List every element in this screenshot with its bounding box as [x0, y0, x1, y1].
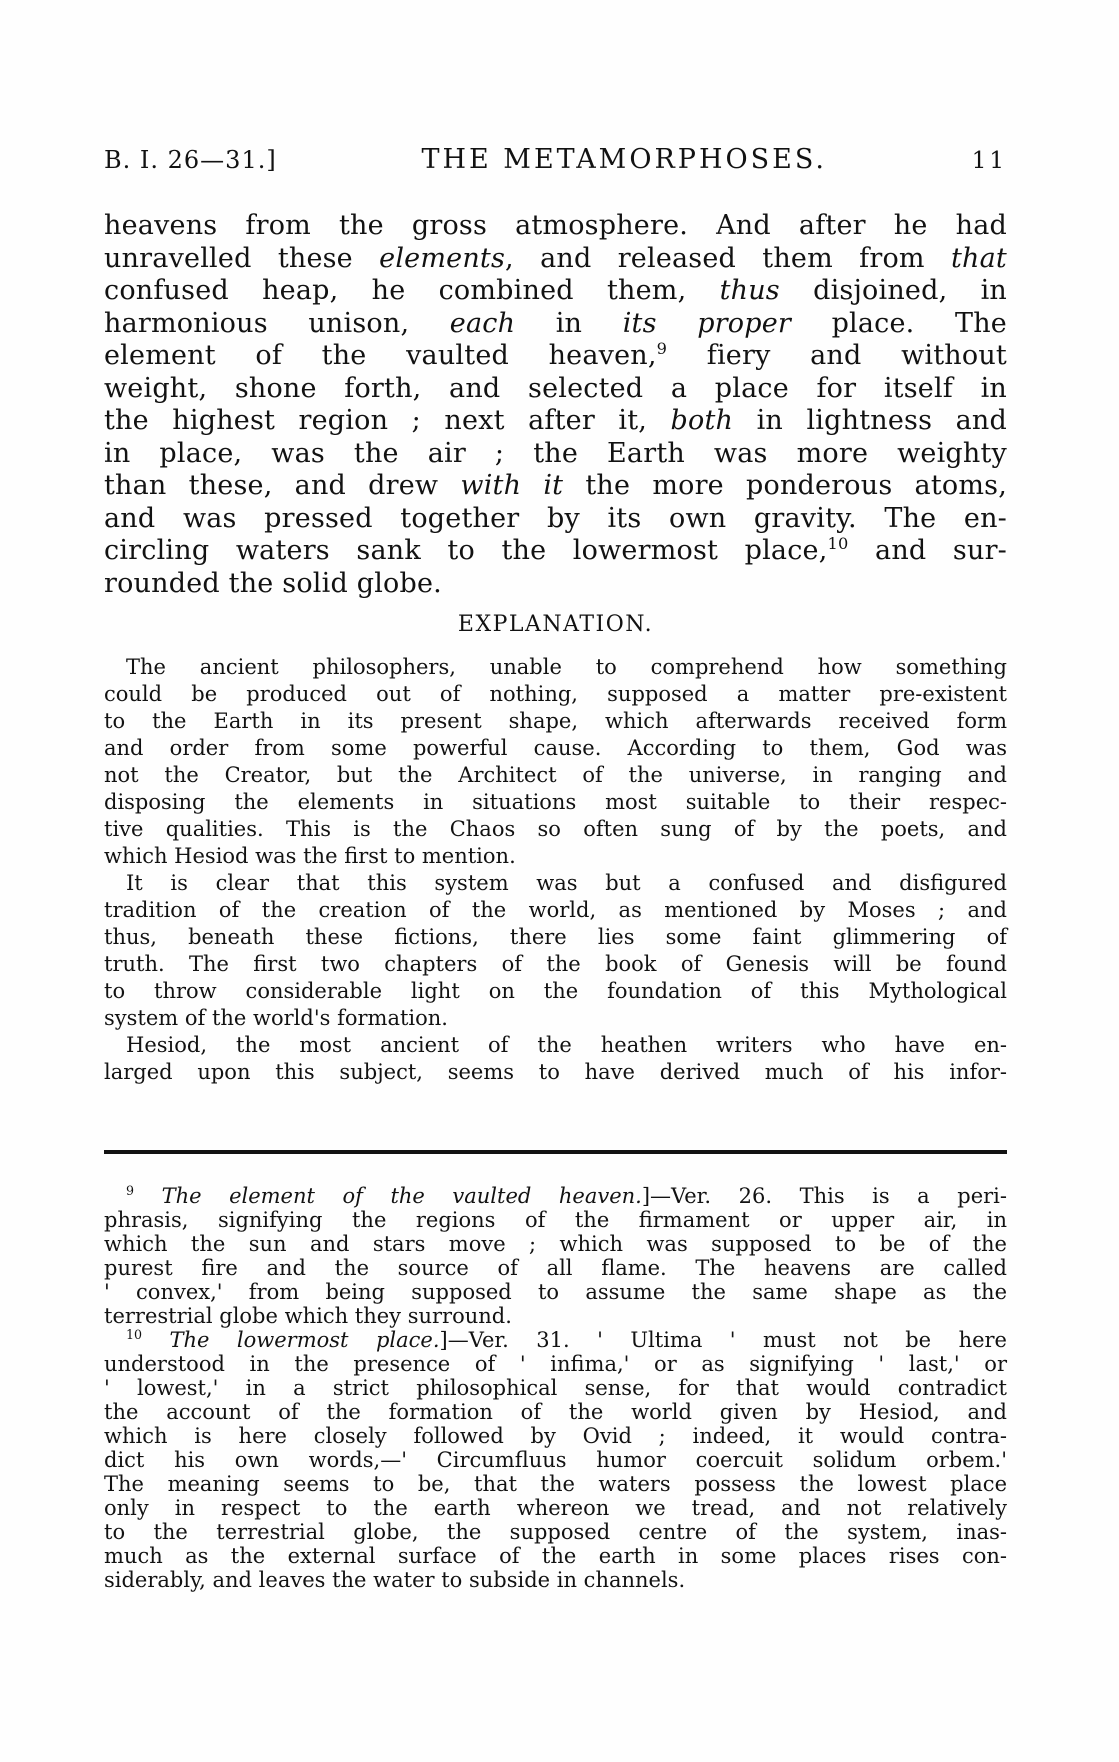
text-run: disjoined, in: [779, 275, 1007, 306]
page-title: THE METAMORPHOSES.: [421, 144, 827, 175]
text-run: It is clear that this system was but a confused and disfigured: [126, 871, 1007, 895]
text-run: much as the external surface of the earth in some places rises con-: [104, 1544, 1007, 1568]
text-run: [134, 1184, 162, 1208]
text-run: truth. The first two chapters of the book of Genesis will be found: [104, 952, 1007, 976]
text-run: terrestrial globe which they surround.: [104, 1304, 512, 1328]
text-line: [104, 275, 1007, 308]
text-run: rounded the solid globe.: [104, 567, 442, 599]
text-line: [104, 1208, 1007, 1232]
text-run: ' convex,' from being supposed to assume the same shape as the: [104, 1280, 1007, 1304]
text-run: fiery and without: [667, 340, 1007, 371]
italic-run: each: [449, 307, 516, 339]
text-line: [104, 503, 1007, 536]
text-line: [104, 654, 1007, 681]
text-line: [104, 1328, 1007, 1352]
text-run: [142, 1328, 169, 1352]
paragraph: [104, 1328, 1007, 1592]
text-line: [104, 1059, 1007, 1086]
italic-run: The element of the vaulted heaven.: [161, 1184, 642, 1208]
paragraph: [104, 870, 1007, 1032]
text-line: [104, 308, 1007, 341]
text-run: which is here closely followed by Ovid ; indeed, it would contra-: [104, 1424, 1007, 1448]
text-run: to the Earth in its present shape, which afterwards received form: [104, 709, 1007, 733]
text-line: [104, 681, 1007, 708]
text-run: weight, shone forth, and selected a place for itself in: [104, 372, 1007, 404]
text-run: in lightness and: [733, 405, 1007, 436]
text-run: to throw considerable light on the foundation of this Mythological: [104, 979, 1007, 1003]
text-run: which the sun and stars move ; which was supposed to be of the: [104, 1232, 1007, 1256]
text-run: disposing the elements in situations most suitable to their respec-: [104, 790, 1007, 814]
text-line: [104, 1005, 1007, 1032]
text-run: tive qualities. This is the Chaos so often sung of by the poets, and: [104, 817, 1007, 841]
text-run: not the Creator, but the Architect of the universe, in ranging and: [104, 763, 1007, 787]
footnotes-section: [104, 1184, 1007, 1592]
text-line: [104, 1496, 1007, 1520]
text-line: [104, 1304, 1007, 1328]
text-run: the account of the formation of the world given by Hesiod, and: [104, 1400, 1007, 1424]
text-line: [104, 708, 1007, 735]
text-line: [104, 816, 1007, 843]
text-line: [104, 1352, 1007, 1376]
text-run: place. The: [791, 307, 1007, 339]
text-run: in: [515, 307, 623, 339]
text-run: phrasis, signifying the regions of the firmament or upper air, in: [104, 1208, 1007, 1232]
text-line: [104, 1472, 1007, 1496]
text-run: ]—Ver. 31. ' Ultima ' must not be here: [439, 1328, 1007, 1352]
text-line: [104, 405, 1007, 438]
text-line: [104, 870, 1007, 897]
text-run: than these, and drew: [104, 470, 461, 501]
page-header: [104, 144, 1007, 175]
page-number: 11: [971, 148, 1007, 174]
text-line: [104, 924, 1007, 951]
paragraph: [104, 654, 1007, 870]
footnote-ref: 10: [827, 534, 849, 553]
text-run: circling waters sank to the lowermost place,: [104, 535, 828, 566]
text-run: the more ponderous atoms,: [563, 470, 1007, 501]
text-line: [104, 1568, 1007, 1592]
text-run: could be produced out of nothing, supposed a matter pre-existent: [104, 682, 1007, 706]
text-run: to the terrestrial globe, the supposed centre of the system, inas-: [104, 1520, 1007, 1544]
text-line: [104, 470, 1007, 503]
text-line: [104, 1256, 1007, 1280]
text-run: and was pressed together by its own gravity. The en-: [104, 502, 1007, 534]
text-line: [104, 1032, 1007, 1059]
italic-run: thus: [719, 275, 780, 306]
text-line: [104, 1544, 1007, 1568]
text-line: [104, 535, 1007, 568]
text-run: the highest region ; next after it,: [104, 405, 671, 436]
text-line: [104, 1400, 1007, 1424]
text-line: [104, 843, 1007, 870]
text-run: dict his own words,—' Circumfluus humor coercuit solidum orbem.': [104, 1448, 1007, 1472]
text-run: siderably, and leaves the water to subside in channels.: [104, 1568, 686, 1592]
text-line: [104, 1280, 1007, 1304]
footnote-ref: 9: [656, 339, 668, 358]
italic-run: that: [951, 242, 1007, 274]
text-line: [104, 340, 1007, 373]
text-run: confused heap, he combined them,: [104, 275, 720, 306]
text-run: in place, was the air ; the Earth was more weighty: [104, 437, 1007, 469]
text-run: The meaning seems to be, that the waters possess the lowest place: [104, 1472, 1007, 1496]
text-line: [104, 1232, 1007, 1256]
text-run: and order from some powerful cause. According to them, God was: [104, 736, 1007, 760]
text-line: [104, 1520, 1007, 1544]
text-line: [104, 210, 1007, 243]
italic-run: elements: [379, 242, 506, 274]
text-run: which Hesiod was the first to mention.: [104, 844, 516, 868]
text-run: only in respect to the earth whereon we tread, and not relatively: [104, 1496, 1007, 1520]
italic-run: with it: [460, 470, 564, 501]
text-line: [104, 1448, 1007, 1472]
text-run: , and released them from: [505, 242, 951, 274]
text-line: [104, 373, 1007, 406]
text-line: [104, 951, 1007, 978]
text-line: [104, 978, 1007, 1005]
text-line: [104, 1376, 1007, 1400]
footnote-ref: 10: [126, 1327, 143, 1342]
text-line: [104, 762, 1007, 789]
paragraph: [104, 1184, 1007, 1328]
text-run: The ancient philosophers, unable to comprehend how something: [126, 655, 1007, 679]
text-run: thus, beneath these fictions, there lies some faint glimmering of: [104, 925, 1007, 949]
text-run: harmonious unison,: [104, 307, 450, 339]
text-run: larged upon this subject, seems to have derived much of his infor-: [104, 1060, 1007, 1084]
text-run: heavens from the gross atmosphere. And after he had: [104, 210, 1007, 241]
text-line: [104, 789, 1007, 816]
explanation-heading: EXPLANATION.: [457, 612, 654, 637]
text-run: and sur-: [848, 535, 1008, 566]
text-line: [104, 438, 1007, 471]
text-run: tradition of the creation of the world, as mentioned by Moses ; and: [104, 898, 1007, 922]
text-line: [104, 1424, 1007, 1448]
text-run: ]—Ver. 26. This is a peri-: [641, 1184, 1007, 1208]
paragraph: [104, 1032, 1007, 1086]
italic-run: both: [670, 405, 734, 436]
italic-run: The lowermost place.: [169, 1328, 440, 1352]
text-run: Hesiod, the most ancient of the heathen writers who have en-: [126, 1033, 1007, 1057]
italic-run: its proper: [622, 307, 792, 339]
text-run: understood in the presence of ' infima,' or as signifying ' last,' or: [104, 1352, 1007, 1376]
text-run: ' lowest,' in a strict philosophical sense, for that would contradict: [104, 1376, 1007, 1400]
text-line: [104, 243, 1007, 276]
text-run: unravelled these: [104, 242, 380, 274]
footnote-ref: 9: [126, 1183, 135, 1198]
text-line: [104, 897, 1007, 924]
text-line: [104, 1184, 1007, 1208]
footnote-divider-rule: [104, 1150, 1007, 1154]
header-book-line-ref: B. I. 26—31.]: [104, 146, 277, 174]
text-run: element of the vaulted heaven,: [104, 340, 657, 371]
paragraph: [104, 210, 1007, 600]
main-passage: [104, 210, 1007, 600]
text-run: purest fire and the source of all flame. The heavens are called: [104, 1256, 1007, 1280]
text-run: system of the world's formation.: [104, 1006, 448, 1030]
text-line: [104, 568, 1007, 601]
explanation-section: [104, 654, 1007, 1086]
text-line: [104, 735, 1007, 762]
